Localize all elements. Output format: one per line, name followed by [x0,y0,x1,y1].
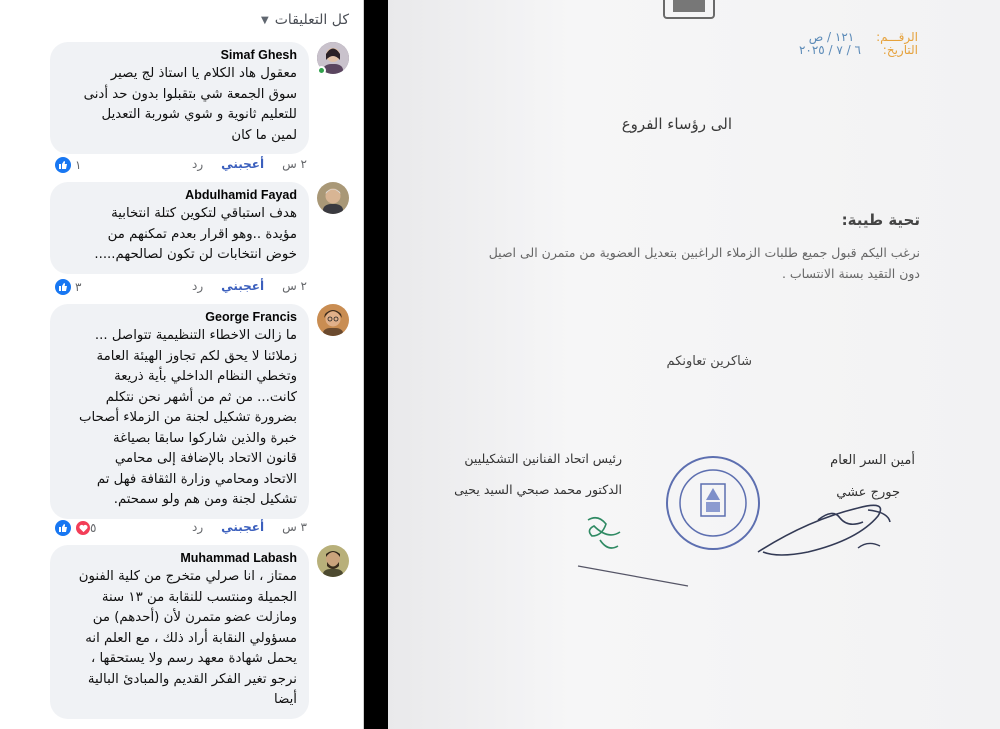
comment-actions [192,157,307,171]
comment-author[interactable]: George Francis [205,310,297,324]
avatar[interactable] [317,545,349,577]
reaction-summary[interactable] [55,279,81,295]
document-date [799,43,918,57]
user-photo-icon [317,304,349,336]
comment-text: ما زالت الاخطاء التنظيمية تتواصل ... زملائنا لا يحق لكم تجاوز الهيئة العامة وتخطي النظام الداخلي بأية ذريعة كانت... من ثم من أشهر نحن نتكلم بضرورة تشكيل لجنة من الزملاء أصحاب خبرة والذين شاركوا سابقا بصياغة قانون الاتحاد بالإضافة إلى محامي الاتحاد ومحامي وزارة الثقافة فهل تم تشكيل لجنة ومن هم ولو سمحتم. [78,328,297,507]
comment-bubble [50,545,309,719]
document-greeting: تحية طيبة: [841,211,920,229]
avatar[interactable] [317,182,349,214]
chevron-down-icon: ▼ [261,14,269,26]
comment-bubble [50,304,309,519]
comment-text: هدف استباقي لتكوين كتلة انتخابية مؤيدة ..وهو اقرار بعدم تمكنهم من خوض انتخابات لن تكون لصالحهم..... [94,206,297,262]
comment-time[interactable]: ٢ س [282,279,307,293]
document-image [388,0,1000,729]
comment-actions [192,279,307,293]
all-comments-filter[interactable] [261,12,349,28]
number-value: ١٢١ / ص [808,30,855,44]
like-button[interactable]: أعجبني [221,157,265,171]
reaction-summary[interactable] [55,520,96,536]
user-photo-icon [317,182,349,214]
comment-text: ممتاز ، انا صرلي متخرج من كلية الفنون الجميلة ومنتسب للنقابة من ١٣ سنة ومازلت عضو متمرن لأن (أحدهم) من مسؤولي النقابة أراد ذلك ، مع العلم انه يحمل شهادة معهد رسم ولا يستحقها ، نرجو تغير الفكر القديم والمبادئ البالية أيضا [78,569,297,707]
date-label: التاريخ: [882,43,918,57]
avatar[interactable] [317,304,349,336]
comment-author[interactable]: Muhammad Labash [180,551,297,565]
date-value: ٦ / ٧ / ٢٠٢٥ [798,43,861,57]
document-body-line2: دون التقيد بسنة الانتساب . [781,266,920,281]
like-button[interactable]: أعجبني [221,279,265,293]
president-name: الدكتور محمد صبحي السيد يحيى [454,482,622,497]
reaction-count: ١ [75,158,82,172]
comment-item [9,304,349,519]
document-recipient: الى رؤساء الفروع [621,115,732,133]
user-photo-icon [317,545,349,577]
comment-item [9,545,349,725]
comment-item [9,182,349,282]
president-title: رئيس اتحاد الفنانين التشكيليين [464,451,622,466]
document-reference [809,30,918,44]
thumbs-up-icon [55,279,71,295]
thumbs-up-icon [55,157,71,173]
document-thanks: شاكرين تعاونكم [666,354,752,369]
comment-author[interactable]: Simaf Ghesh [220,48,297,62]
thumbs-up-icon [55,520,71,536]
comments-panel [0,0,364,729]
reaction-count: ٥ [90,521,97,535]
comment-text: معقول هاد الكلام يا استاذ لج يصير سوق الجمعة شي بتقبلوا بدون حد أدنى للتعليم ثانوية و شوي شوربة التعديل لمين ما كان [83,66,297,143]
comment-bubble [50,42,309,154]
reply-button[interactable]: رد [192,520,204,534]
number-label: الرقـــم: [876,30,918,44]
secretary-title: أمين السر العام [830,453,915,468]
image-divider [364,0,388,729]
secretary-name: جورج عشي [836,485,900,500]
document-body-line1: نرغب اليكم قبول جميع طلبات الزملاء الراغبين بتعديل العضوية من متمرن الى اصيل [488,245,920,260]
online-status-dot [317,66,326,75]
comment-author[interactable]: Abdulhamid Fayad [185,188,297,202]
like-button[interactable]: أعجبني [221,520,265,534]
reaction-count: ٣ [75,280,82,294]
comment-time[interactable]: ٢ س [282,157,307,171]
reply-button[interactable]: رد [192,279,204,293]
heart-icon [75,520,91,536]
comment-actions [192,520,307,534]
all-comments-label: كل التعليقات [274,12,349,28]
reply-button[interactable]: رد [192,157,204,171]
reaction-summary[interactable] [55,157,81,173]
comment-bubble [50,182,309,274]
comment-time[interactable]: ٣ س [282,520,307,534]
